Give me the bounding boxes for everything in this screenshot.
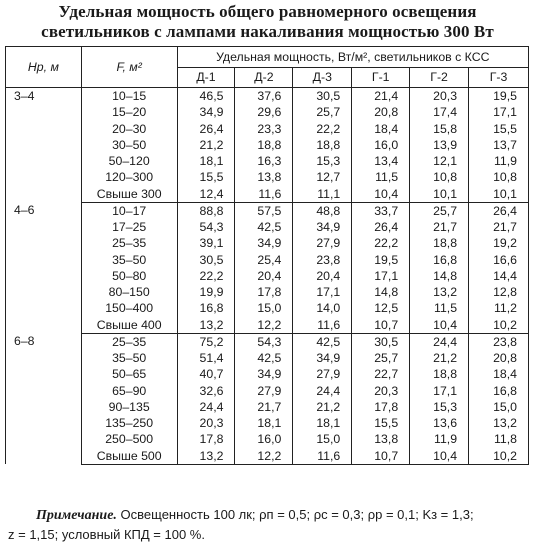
table-row	[6, 317, 529, 334]
area-range-cell: 10–17	[81, 202, 177, 219]
power-value-cell: 13,4	[352, 153, 410, 169]
power-value-cell: 10,4	[352, 186, 410, 203]
power-value-cell: 15,5	[469, 121, 529, 137]
power-value-cell: 19,5	[352, 252, 410, 268]
area-range-cell: 50–80	[81, 268, 177, 284]
power-value-cell: 12,1	[410, 153, 469, 169]
power-value-cell: 13,8	[352, 431, 410, 447]
power-value-cell: 10,8	[410, 169, 469, 185]
power-value-cell: 25,7	[293, 104, 352, 120]
power-value-cell: 30,5	[293, 88, 352, 105]
table-note	[8, 505, 530, 544]
power-value-cell: 17,8	[235, 284, 293, 300]
power-value-cell: 14,4	[469, 268, 529, 284]
power-value-cell: 18,4	[352, 121, 410, 137]
power-value-cell: 18,8	[410, 366, 469, 382]
power-value-cell: 10,1	[469, 186, 529, 203]
power-value-cell: 30,5	[352, 333, 410, 350]
power-value-cell: 10,7	[352, 317, 410, 334]
power-value-cell: 37,6	[235, 88, 293, 105]
power-value-cell: 25,7	[352, 350, 410, 366]
power-value-cell: 24,4	[410, 333, 469, 350]
table-row	[6, 252, 529, 268]
power-value-cell: 34,9	[235, 235, 293, 251]
power-value-cell: 23,8	[469, 333, 529, 350]
power-value-cell: 27,9	[293, 366, 352, 382]
power-value-cell: 21,2	[293, 399, 352, 415]
power-value-cell: 15,0	[293, 431, 352, 447]
power-value-cell: 11,6	[293, 317, 352, 334]
table-row	[6, 415, 529, 431]
power-value-cell: 16,8	[177, 300, 235, 316]
power-value-cell: 18,1	[235, 415, 293, 431]
power-value-cell: 27,9	[293, 235, 352, 251]
power-value-cell: 54,3	[177, 219, 235, 235]
power-value-cell: 15,8	[410, 121, 469, 137]
power-value-cell: 10,2	[469, 317, 529, 334]
power-value-cell: 20,8	[469, 350, 529, 366]
header-type-g3: Г-3	[469, 67, 529, 88]
area-range-cell: 25–35	[81, 333, 177, 350]
power-value-cell: 12,8	[469, 284, 529, 300]
power-table	[5, 46, 529, 465]
table-title	[0, 2, 535, 42]
power-value-cell: 13,8	[235, 169, 293, 185]
table-row	[6, 333, 529, 350]
power-value-cell: 10,8	[469, 169, 529, 185]
power-value-cell: 17,4	[410, 104, 469, 120]
power-value-cell: 12,5	[352, 300, 410, 316]
power-value-cell: 18,1	[177, 153, 235, 169]
power-value-cell: 12,2	[235, 317, 293, 334]
power-value-cell: 13,2	[177, 317, 235, 334]
table-row	[6, 121, 529, 137]
power-value-cell: 17,8	[177, 431, 235, 447]
power-value-cell: 11,5	[410, 300, 469, 316]
power-value-cell: 19,9	[177, 284, 235, 300]
header-height: Hр, м	[6, 47, 82, 88]
table-row	[6, 350, 529, 366]
power-value-cell: 32,6	[177, 383, 235, 399]
power-value-cell: 42,5	[293, 333, 352, 350]
power-value-cell: 16,0	[235, 431, 293, 447]
power-value-cell: 21,4	[352, 88, 410, 105]
power-value-cell: 14,8	[352, 284, 410, 300]
power-value-cell: 54,3	[235, 333, 293, 350]
power-value-cell: 11,8	[469, 431, 529, 447]
power-value-cell: 17,1	[293, 284, 352, 300]
table-row	[6, 383, 529, 399]
area-range-cell: 35–50	[81, 350, 177, 366]
power-value-cell: 13,2	[469, 415, 529, 431]
power-value-cell: 19,2	[469, 235, 529, 251]
header-type-g2: Г-2	[410, 67, 469, 88]
power-value-cell: 57,5	[235, 202, 293, 219]
power-value-cell: 39,1	[177, 235, 235, 251]
power-value-cell: 34,9	[293, 350, 352, 366]
power-value-cell: 15,0	[469, 399, 529, 415]
area-range-cell: Свыше 500	[81, 448, 177, 465]
power-value-cell: 13,6	[410, 415, 469, 431]
power-value-cell: 22,2	[293, 121, 352, 137]
power-value-cell: 34,9	[177, 104, 235, 120]
table-row	[6, 399, 529, 415]
power-value-cell: 22,2	[352, 235, 410, 251]
power-value-cell: 20,4	[235, 268, 293, 284]
power-value-cell: 24,4	[293, 383, 352, 399]
power-value-cell: 14,8	[410, 268, 469, 284]
power-value-cell: 21,7	[469, 219, 529, 235]
power-value-cell: 29,6	[235, 104, 293, 120]
table-row	[6, 268, 529, 284]
area-range-cell: 35–50	[81, 252, 177, 268]
area-range-cell: 30–50	[81, 137, 177, 153]
power-value-cell: 11,6	[235, 186, 293, 203]
power-value-cell: 15,5	[177, 169, 235, 185]
table-row	[6, 366, 529, 382]
power-value-cell: 48,8	[293, 202, 352, 219]
table-row	[6, 153, 529, 169]
note-line-1: Освещенность 100 лк; ρп = 0,5; ρс = 0,3; ρр = 0,1; Kз = 1,3;	[120, 507, 474, 522]
table-row	[6, 186, 529, 203]
area-range-cell: Свыше 400	[81, 317, 177, 334]
power-value-cell: 16,6	[469, 252, 529, 268]
height-range-cell: 3–4	[6, 88, 82, 203]
area-range-cell: 65–90	[81, 383, 177, 399]
area-range-cell: 90–135	[81, 399, 177, 415]
power-value-cell: 14,0	[293, 300, 352, 316]
area-range-cell: 50–65	[81, 366, 177, 382]
power-value-cell: 18,8	[235, 137, 293, 153]
power-value-cell: 12,4	[177, 186, 235, 203]
power-value-cell: 18,4	[469, 366, 529, 382]
power-value-cell: 51,4	[177, 350, 235, 366]
area-range-cell: 80–150	[81, 284, 177, 300]
power-value-cell: 11,6	[293, 448, 352, 465]
table-row	[6, 88, 529, 105]
area-range-cell: 20–30	[81, 121, 177, 137]
power-value-cell: 15,0	[235, 300, 293, 316]
table-row	[6, 137, 529, 153]
power-value-cell: 20,8	[352, 104, 410, 120]
power-value-cell: 40,7	[177, 366, 235, 382]
power-value-cell: 11,9	[469, 153, 529, 169]
power-value-cell: 18,8	[293, 137, 352, 153]
power-value-cell: 12,7	[293, 169, 352, 185]
table-body	[6, 88, 529, 465]
power-value-cell: 30,5	[177, 252, 235, 268]
table-row	[6, 448, 529, 465]
power-value-cell: 26,4	[352, 219, 410, 235]
power-value-cell: 33,7	[352, 202, 410, 219]
power-value-cell: 42,5	[235, 219, 293, 235]
area-range-cell: 17–25	[81, 219, 177, 235]
power-value-cell: 15,3	[410, 399, 469, 415]
power-value-cell: 21,7	[235, 399, 293, 415]
power-value-cell: 25,4	[235, 252, 293, 268]
power-value-cell: 18,8	[410, 235, 469, 251]
area-range-cell: 120–300	[81, 169, 177, 185]
power-value-cell: 21,7	[410, 219, 469, 235]
header-type-d2: Д-2	[235, 67, 293, 88]
power-value-cell: 13,9	[410, 137, 469, 153]
power-value-cell: 10,4	[410, 317, 469, 334]
power-value-cell: 18,1	[293, 415, 352, 431]
power-value-cell: 27,9	[235, 383, 293, 399]
table-row	[6, 235, 529, 251]
power-value-cell: 13,2	[177, 448, 235, 465]
header-power: Удельная мощность, Вт/м², светильников с КСС	[177, 47, 528, 68]
power-value-cell: 88,8	[177, 202, 235, 219]
height-range-cell: 4–6	[6, 202, 82, 333]
power-value-cell: 19,5	[469, 88, 529, 105]
power-value-cell: 34,9	[235, 366, 293, 382]
table-row	[6, 219, 529, 235]
header-type-d3: Д-3	[293, 67, 352, 88]
table-row	[6, 169, 529, 185]
power-value-cell: 16,3	[235, 153, 293, 169]
power-value-cell: 15,5	[352, 415, 410, 431]
area-range-cell: Свыше 300	[81, 186, 177, 203]
area-range-cell: 50–120	[81, 153, 177, 169]
power-value-cell: 16,8	[410, 252, 469, 268]
power-value-cell: 25,7	[410, 202, 469, 219]
table-row	[6, 202, 529, 219]
power-value-cell: 13,7	[469, 137, 529, 153]
power-value-cell: 11,2	[469, 300, 529, 316]
header-area: F, м²	[81, 47, 177, 88]
power-value-cell: 22,7	[352, 366, 410, 382]
power-value-cell: 10,7	[352, 448, 410, 465]
table-row	[6, 104, 529, 120]
header-type-g1: Г-1	[352, 67, 410, 88]
power-value-cell: 17,1	[352, 268, 410, 284]
power-value-cell: 16,0	[352, 137, 410, 153]
table-row	[6, 284, 529, 300]
power-value-cell: 42,5	[235, 350, 293, 366]
power-value-cell: 21,2	[410, 350, 469, 366]
power-value-cell: 16,8	[469, 383, 529, 399]
power-value-cell: 22,2	[177, 268, 235, 284]
power-value-cell: 23,8	[293, 252, 352, 268]
area-range-cell: 135–250	[81, 415, 177, 431]
power-value-cell: 10,4	[410, 448, 469, 465]
power-value-cell: 46,5	[177, 88, 235, 105]
note-label: Примечание.	[36, 508, 117, 523]
area-range-cell: 25–35	[81, 235, 177, 251]
power-value-cell: 12,2	[235, 448, 293, 465]
power-value-cell: 20,3	[352, 383, 410, 399]
power-value-cell: 20,4	[293, 268, 352, 284]
area-range-cell: 10–15	[81, 88, 177, 105]
power-value-cell: 75,2	[177, 333, 235, 350]
power-value-cell: 20,3	[410, 88, 469, 105]
title-line-2: светильников с лампами накаливания мощностью 300 Вт	[41, 22, 494, 41]
area-range-cell: 150–400	[81, 300, 177, 316]
power-value-cell: 34,9	[293, 219, 352, 235]
power-value-cell: 11,9	[410, 431, 469, 447]
note-line-2: z = 1,15; условный КПД = 100 %.	[8, 527, 205, 542]
power-value-cell: 10,2	[469, 448, 529, 465]
area-range-cell: 250–500	[81, 431, 177, 447]
power-value-cell: 17,1	[469, 104, 529, 120]
power-value-cell: 17,1	[410, 383, 469, 399]
power-value-cell: 11,1	[293, 186, 352, 203]
power-value-cell: 20,3	[177, 415, 235, 431]
table-row	[6, 300, 529, 316]
power-value-cell: 23,3	[235, 121, 293, 137]
area-range-cell: 15–20	[81, 104, 177, 120]
table-row	[6, 431, 529, 447]
power-value-cell: 26,4	[177, 121, 235, 137]
power-value-cell: 10,1	[410, 186, 469, 203]
power-value-cell: 26,4	[469, 202, 529, 219]
power-value-cell: 11,5	[352, 169, 410, 185]
power-value-cell: 15,3	[293, 153, 352, 169]
power-value-cell: 13,2	[410, 284, 469, 300]
power-value-cell: 24,4	[177, 399, 235, 415]
power-value-cell: 21,2	[177, 137, 235, 153]
header-type-d1: Д-1	[177, 67, 235, 88]
title-line-1: Удельная мощность общего равномерного освещения	[58, 2, 477, 21]
power-value-cell: 17,8	[352, 399, 410, 415]
height-range-cell: 6–8	[6, 333, 82, 464]
